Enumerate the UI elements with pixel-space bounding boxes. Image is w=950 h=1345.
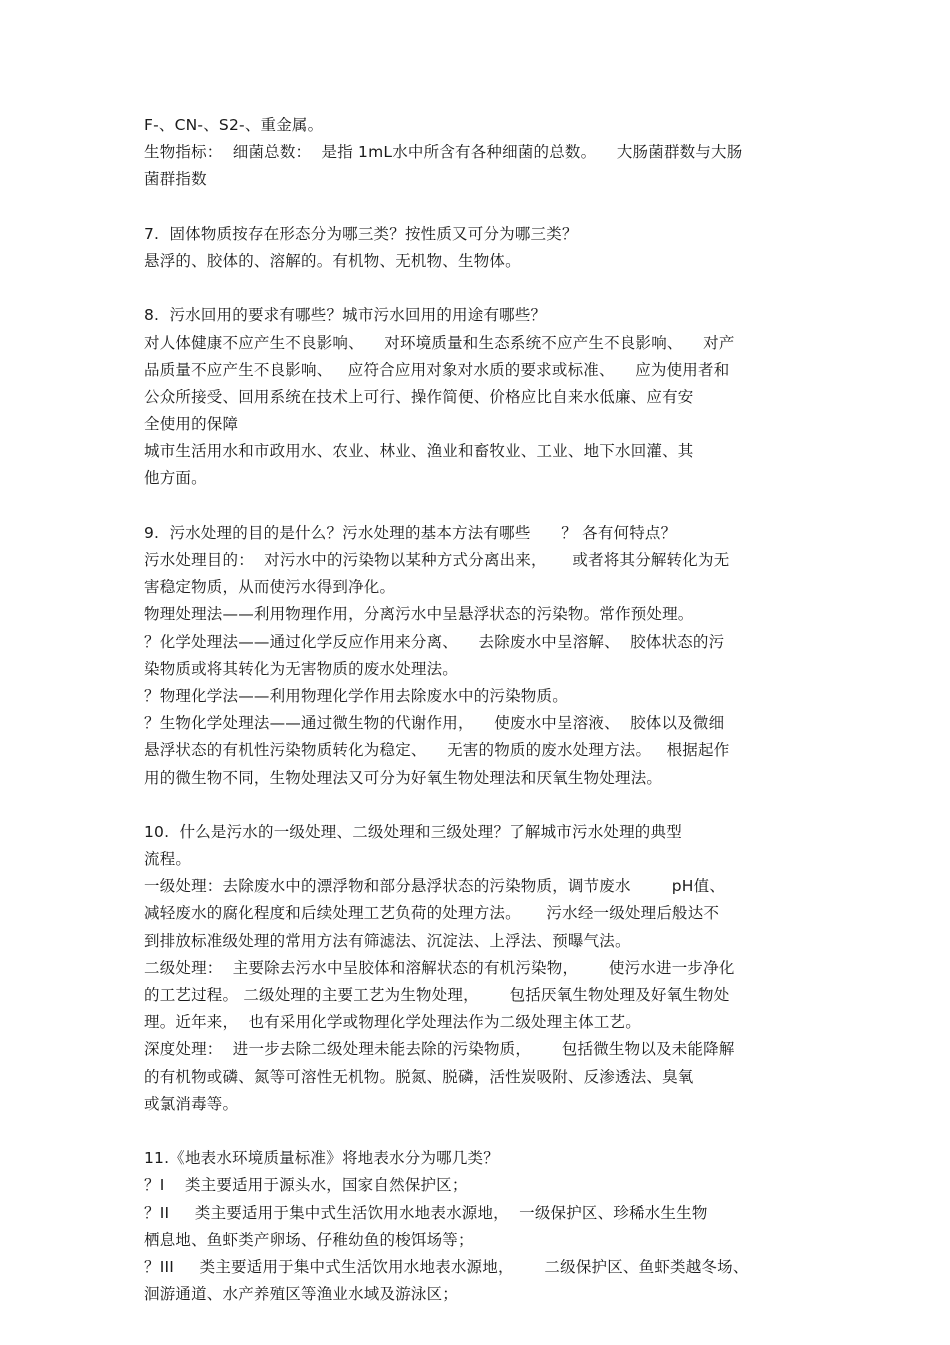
text-line: ？物理化学法——利用物理化学作用去除废水中的污染物质。 [144,686,568,705]
text-line: 流程。 [144,850,192,869]
paragraph-gap [144,194,814,221]
text-line: 生物指标： 细菌总数： 是指 1mL水中所含有各种细菌的总数。 大肠菌群数与大肠 [144,143,743,162]
paragraph-gap [144,493,814,520]
text-line: ？III 类主要适用于集中式生活饮用水地表水源地， 二级保护区、鱼虾类越冬场、 [144,1257,749,1276]
text-line: 城市生活用水和市政用水、农业、林业、渔业和畜牧业、工业、地下水回灌、其 [144,442,694,461]
question-heading: 8. 污水回用的要求有哪些？城市污水回用的用途有哪些？ [144,306,547,325]
paragraph-question-7 [144,221,814,275]
paragraph-water-indicators [144,112,814,194]
text-line: 用的微生物不同，生物处理法又可分为好氧生物处理法和厌氧生物处理法。 [144,768,663,787]
document-body [144,112,814,1308]
paragraph-question-11 [144,1145,814,1308]
paragraph-gap [144,792,814,819]
text-line: 一级处理：去除废水中的漂浮物和部分悬浮状态的污染物质，调节废水 pH值、 [144,877,726,896]
paragraph-gap [144,275,814,302]
text-line: 对人体健康不应产生不良影响、 对环境质量和生态系统不应产生不良影响、 对产 [144,333,735,352]
text-line: 染物质或将其转化为无害物质的废水处理法。 [144,659,459,678]
question-heading: 9. 污水处理的目的是什么？污水处理的基本方法有哪些 ？ 各有何特点？ [144,523,677,542]
question-heading: 10. 什么是污水的一级处理、二级处理和三级处理？了解城市污水处理的典型 [144,822,682,841]
paragraph-question-8 [144,302,814,492]
text-line: 悬浮的、胶体的、溶解的。有机物、无机物、生物体。 [144,251,521,270]
text-line: ？化学处理法——通过化学反应作用来分离、 去除废水中呈溶解、 胶体状态的污 [144,632,725,651]
text-line: 理。近年来， 也有采用化学或物理化学处理法作为二级处理主体工艺。 [144,1013,641,1032]
text-line: 减轻废水的腐化程度和后续处理工艺负荷的处理方法。 污水经一级处理后般达不 [144,904,720,923]
text-line: 品质量不应产生不良影响、 应符合应用对象对水质的要求或标准、 应为使用者和 [144,360,730,379]
paragraph-question-10 [144,819,814,1118]
text-line: 的有机物或磷、氮等可溶性无机物。脱氮、脱磷，活性炭吸附、反渗透法、臭氧 [144,1067,694,1086]
text-line: 污水处理目的： 对污水中的污染物以某种方式分离出来， 或者将其分解转化为无 [144,551,730,569]
text-line: 二级处理： 主要除去污水中呈胶体和溶解状态的有机污染物， 使污水进一步净化 [144,958,735,977]
text-line: ？II 类主要适用于集中式生活饮用水地表水源地， 一级保护区、珍稀水生生物 [144,1203,708,1222]
question-heading: 7. 固体物质按存在形态分为哪三类？按性质又可分为哪三类？ [144,224,578,243]
text-line: 公众所接受、回用系统在技术上可行、操作简便、价格应比自来水低廉、应有安 [144,387,694,406]
text-line: 洄游通道、水产养殖区等渔业水域及游泳区； [144,1285,459,1304]
text-line: F-、CN-、S2-、重金属。 [144,116,324,134]
paragraph-question-9 [144,520,814,792]
text-line: 物理处理法——利用物理作用，分离污水中呈悬浮状态的污染物。常作预处理。 [144,605,694,624]
paragraph-gap [144,1118,814,1145]
question-heading: 11.《地表水环境质量标准》将地表水分为哪几类？ [144,1149,499,1168]
text-line: ？生物化学处理法——通过微生物的代谢作用， 使废水中呈溶液、 胶体以及微细 [144,714,725,733]
text-line: 他方面。 [144,469,207,488]
text-line: 全使用的保障 [144,415,239,434]
text-line: 菌群指数 [144,170,207,189]
text-line: ？I 类主要适用于源头水，国家自然保护区； [144,1176,468,1195]
text-line: 到排放标准级处理的常用方法有筛滤法、沉淀法、上浮法、预曝气法。 [144,931,631,950]
text-line: 悬浮状态的有机性污染物质转化为稳定、 无害的物质的废水处理方法。 根据起作 [144,741,730,760]
text-line: 害稳定物质，从而使污水得到净化。 [144,578,396,597]
text-line: 或氯消毒等。 [144,1094,239,1113]
text-line: 栖息地、鱼虾类产卵场、仔稚幼鱼的梭饵场等； [144,1230,474,1249]
text-line: 的工艺过程。 二级处理的主要工艺为生物处理， 包括厌氧生物处理及好氧生物处 [144,986,730,1004]
text-line: 深度处理： 进一步去除二级处理未能去除的污染物质， 包括微生物以及未能降解 [144,1040,735,1059]
